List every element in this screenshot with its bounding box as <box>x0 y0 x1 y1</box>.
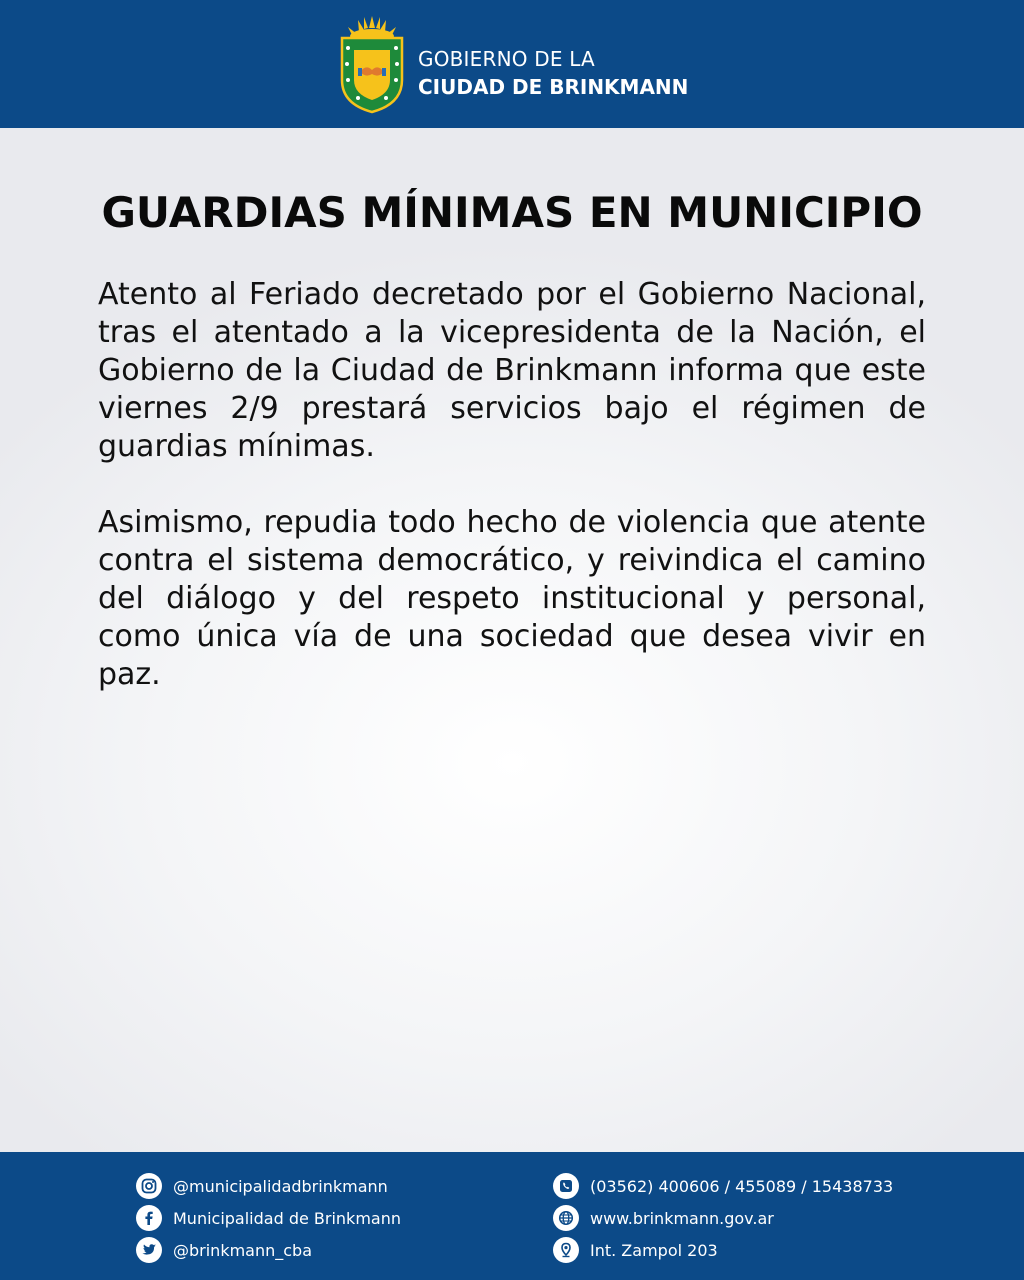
instagram-icon <box>136 1173 162 1199</box>
twitter-icon <box>136 1237 162 1263</box>
announcement-body <box>0 128 1024 1152</box>
org-name-line2: CIUDAD DE BRINKMANN <box>418 75 689 99</box>
announcement-title: GUARDIAS MÍNIMAS EN MUNICIPIO <box>101 188 923 237</box>
twitter-contact <box>136 1236 312 1264</box>
phone-icon <box>553 1173 579 1199</box>
org-name-line1: GOBIERNO DE LA <box>418 47 595 71</box>
organization-name <box>418 45 688 101</box>
address-contact <box>553 1236 718 1264</box>
coat-of-arms-logo <box>336 14 408 114</box>
facebook-contact <box>136 1204 401 1232</box>
location-pin-icon <box>553 1237 579 1263</box>
web-contact <box>553 1204 774 1232</box>
phone-contact <box>553 1172 893 1200</box>
globe-icon <box>553 1205 579 1231</box>
header-bar <box>0 0 1024 128</box>
instagram-contact <box>136 1172 388 1200</box>
website-url[interactable]: www.brinkmann.gov.ar <box>590 1208 774 1228</box>
facebook-page: Municipalidad de Brinkmann <box>173 1208 401 1228</box>
paragraph-1: Atento al Feriado decretado por el Gobierno Nacional, tras el atentado a la vicepresidenta de la Nación, el Gobierno de la Ciudad de Brinkmann informa que este viernes 2/9 prestará servicios bajo el régimen de guardias mínimas. <box>98 277 926 464</box>
instagram-handle: @municipalidadbrinkmann <box>173 1176 388 1196</box>
facebook-icon <box>136 1205 162 1231</box>
footer-bar <box>0 1152 1024 1280</box>
phone-numbers: (03562) 400606 / 455089 / 15438733 <box>590 1176 894 1196</box>
street-address: Int. Zampol 203 <box>590 1240 718 1260</box>
twitter-handle: @brinkmann_cba <box>173 1240 313 1260</box>
paragraph-2: Asimismo, repudia todo hecho de violencia que atente contra el sistema democrático, y reivindica el camino del diálogo y del respeto institucional y personal, como única vía de una sociedad que desea vivir en paz. <box>98 505 926 692</box>
